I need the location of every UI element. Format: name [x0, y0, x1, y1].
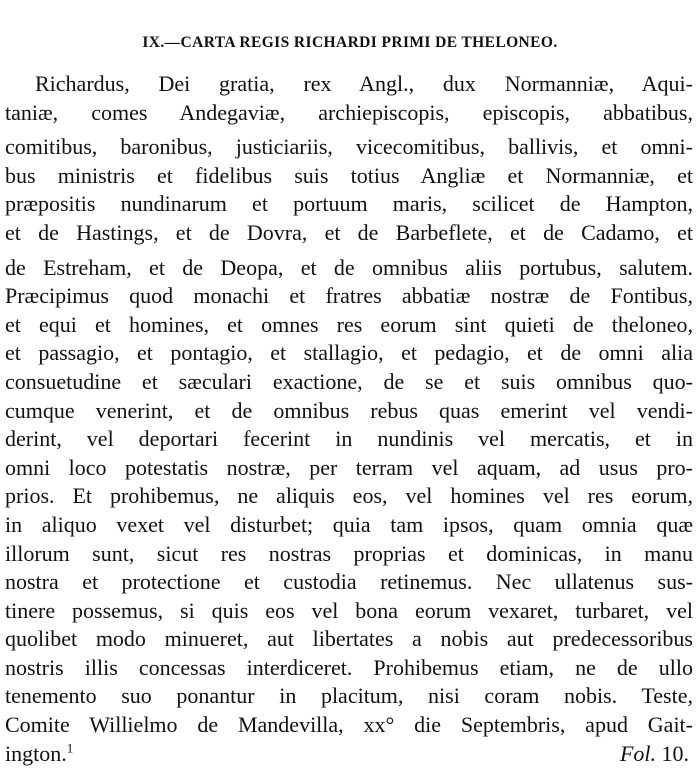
text-line: tenemento suo ponantur in placitum, nisi coram nobis. Teste, — [5, 683, 693, 709]
text-line: Comite Willielmo de Mandevilla, xx° die Septembris, apud Gait- — [5, 712, 693, 738]
text-line: de Estreham, et de Deopa, et de omnibus aliis portubus, salutem. — [5, 254, 693, 280]
text-line: Richardus, Dei gratia, rex Angl., dux Normanniæ, Aqui- — [35, 71, 693, 96]
text-line: taniæ, comes Andegaviæ, archiepiscopis, episcopis, abbatibus, — [5, 99, 693, 125]
text-line: derint, vel deportari fecerint in nundinis vel mercatis, et in — [5, 426, 693, 452]
folio-number: 10. — [661, 740, 689, 766]
text-line: et de Hastings, et de Dovra, et de Barbeflete, et de Cadamo, et — [5, 219, 693, 245]
text-line: comitibus, baronibus, justiciariis, vicecomitibus, ballivis, et omni- — [5, 134, 693, 160]
charter-body — [5, 70, 693, 768]
text-line: illorum sunt, sicut res nostras proprias et dominicas, in manu — [5, 540, 693, 566]
text-line: bus ministris et fidelibus suis totius Angliæ et Normanniæ, et — [5, 162, 693, 188]
text-line: cumque venerint, et de omnibus rebus quas emerint vel vendi- — [5, 397, 693, 423]
text-line: et equi et homines, et omnes res eorum sint quieti de theloneo, — [5, 311, 693, 337]
text-line: consuetudine et sæculari exactione, de se et suis omnibus quo- — [5, 368, 693, 394]
text-line: quolibet modo minueret, aut libertates a nobis aut predecessoribus — [5, 626, 693, 652]
text-line: et passagio, et pontagio, et stallagio, et pedagio, et de omni alia — [5, 340, 693, 366]
final-line-text: ington. — [5, 740, 67, 766]
text-line-final — [5, 740, 693, 768]
text-line: nostra et protectione et custodia retinemus. Nec ullatenus sus- — [5, 569, 693, 595]
text-line: tinere possemus, si quis eos vel bona eorum vexaret, turbaret, vel — [5, 597, 693, 623]
charter-heading: IX.—CARTA REGIS RICHARDI PRIMI DE THELONEO. — [142, 34, 558, 51]
text-line: omni loco potestatis nostræ, per terram vel aquam, ad usus pro- — [5, 454, 693, 480]
text-line: in aliquo vexet vel disturbet; quia tam ipsos, quam omnia quæ — [5, 511, 693, 537]
folio-label: Fol. — [619, 740, 656, 766]
footnote-mark: 1 — [66, 740, 74, 756]
text-line: præpositis nundinarum et portuum maris, scilicet de Hampton, — [5, 191, 693, 217]
text-line: prios. Et prohibemus, ne aliquis eos, vel homines vel res eorum, — [5, 483, 693, 509]
text-line: Præcipimus quod monachi et fratres abbatiæ nostræ de Fontibus, — [5, 283, 693, 309]
text-line: nostris illis concessas interdiceret. Prohibemus etiam, ne de ullo — [5, 654, 693, 680]
folio-reference — [620, 740, 689, 768]
